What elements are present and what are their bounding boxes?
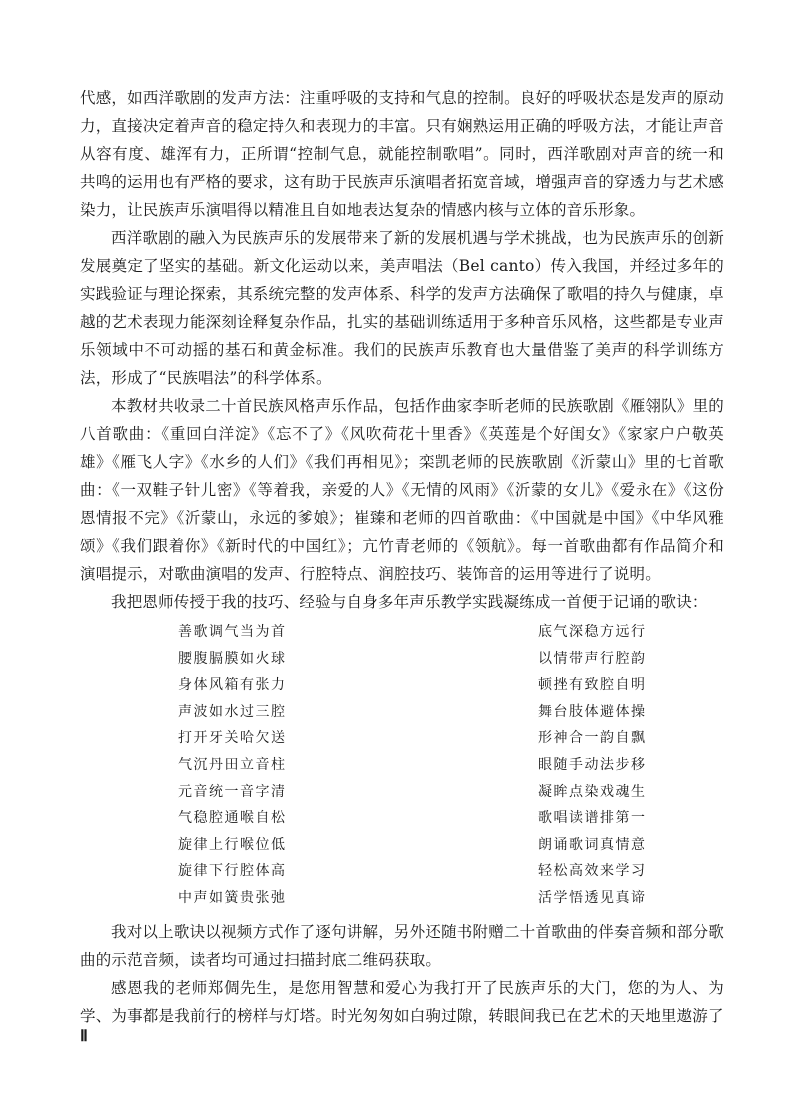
rhyme-verse xyxy=(80,619,724,912)
page-number: Ⅱ xyxy=(80,1028,88,1045)
paragraph-4: 我把恩师传授于我的技巧、经验与自身多年声乐教学实践凝练成一首便于记诵的歌诀： xyxy=(111,593,708,611)
body-text xyxy=(80,84,724,1030)
rhyme-line: 眼随手动法步移 xyxy=(538,756,647,773)
rhyme-line: 腰腹膈膜如火球 xyxy=(178,650,287,667)
paragraph-3: 本教材共收录二十首民族风格声乐作品，包括作曲家李昕老师的民族歌剧《雁翎队》里的八首歌曲：《重回白洋淀》《忘不了》《风吹荷花十里香》《英莲是个好闺女》《家家户户敬英雄》《雁飞人字》《水乡的人们》《我们再相见》；栾凯老师的民族歌剧《沂蒙山》里的七首歌曲：《一双鞋子针儿密》《等着我，亲爱的人》《无情的风雨》《沂蒙的女儿》《爱永在》《这份恩情报不完》《沂蒙山，永远的爹娘》；崔臻和老师的四首歌曲：《中国就是中国》《中华风雅颂》《我们跟着你》《新时代的中国红》；亢竹青老师的《领航》。每一首歌曲都有作品简介和演唱提示，对歌曲演唱的发声、行腔特点、润腔技巧、装饰音的运用等进行了说明。 xyxy=(80,397,724,583)
paragraph-6: 感恩我的老师郑倜先生，是您用智慧和爱心为我打开了民族声乐的大门，您的为人、为学、为事都是我前行的榜样与灯塔。时光匆匆如白驹过隙，转眼间我已在艺术的天地里遨游了 xyxy=(80,978,724,1025)
paragraph-1: 代感，如西洋歌剧的发声方法：注重呼吸的支持和气息的控制。良好的呼吸状态是发声的原动力，直接决定着声音的稳定持久和表现力的丰富。只有娴熟运用正确的呼吸方法，才能让声音从容有度、雄浑有力，正所谓“控制气息，就能控制歌唱”。同时，西洋歌剧对声音的统一和共鸣的运用也有严格的要求，这有助于民族声乐演唱者拓宽音域，增强声音的穿透力与艺术感染力，让民族声乐演唱得以精准且自如地表达复杂的情感内核与立体的音乐形象。 xyxy=(80,89,724,219)
paragraph-2: 西洋歌剧的融入为民族声乐的发展带来了新的发展机遇与学术挑战，也为民族声乐的创新发展奠定了坚实的基础。新文化运动以来，美声唱法（Bel canto）传入我国，并经过多年的实践验证与理论探索，其系统完整的发声体系、科学的发声方法确保了歌唱的持久与健康，卓越的艺术表现力能深刻诠释复杂作品，扎实的基础训练适用于多种音乐风格，这些都是专业声乐领域中不可动摇的基石和黄金标准。我们的民族声乐教育也大量借鉴了美声的科学训练方法，形成了“民族唱法”的科学体系。 xyxy=(80,229,724,387)
rhyme-line: 身体风箱有张力 xyxy=(178,677,287,694)
rhyme-line: 打开牙关哈欠送 xyxy=(178,730,287,747)
rhyme-line: 气沉丹田立音柱 xyxy=(178,756,287,773)
rhyme-line: 歌唱读谱排第一 xyxy=(538,810,647,827)
rhyme-line: 以情带声行腔韵 xyxy=(538,650,647,667)
rhyme-line: 旋律下行腔体高 xyxy=(178,863,287,880)
rhyme-line: 朗诵歌词真情意 xyxy=(538,836,647,853)
rhyme-line: 凝眸点染戏魂生 xyxy=(538,783,647,800)
rhyme-line: 轻松高效来学习 xyxy=(538,863,647,880)
paragraph-5: 我对以上歌诀以视频方式作了逐句讲解，另外还随书附赠二十首歌曲的伴奏音频和部分歌曲的示范音频，读者均可通过扫描封底二维码获取。 xyxy=(80,922,724,969)
rhyme-line: 活学悟透见真谛 xyxy=(538,889,647,906)
rhyme-line: 舞台肢体避体操 xyxy=(538,703,647,720)
rhyme-line: 善歌调气当为首 xyxy=(178,624,287,640)
rhyme-line: 底气深稳方远行 xyxy=(538,624,647,640)
rhyme-line: 顿挫有致腔自明 xyxy=(538,677,647,694)
rhyme-line: 形神合一韵自飘 xyxy=(538,730,647,747)
rhyme-line: 元音统一音字清 xyxy=(178,783,287,800)
rhyme-line: 气稳腔通喉自松 xyxy=(178,810,287,827)
rhyme-line: 旋律上行喉位低 xyxy=(178,836,287,853)
rhyme-line: 声波如水过三腔 xyxy=(178,703,287,720)
rhyme-line: 中声如簧贵张弛 xyxy=(178,889,287,906)
